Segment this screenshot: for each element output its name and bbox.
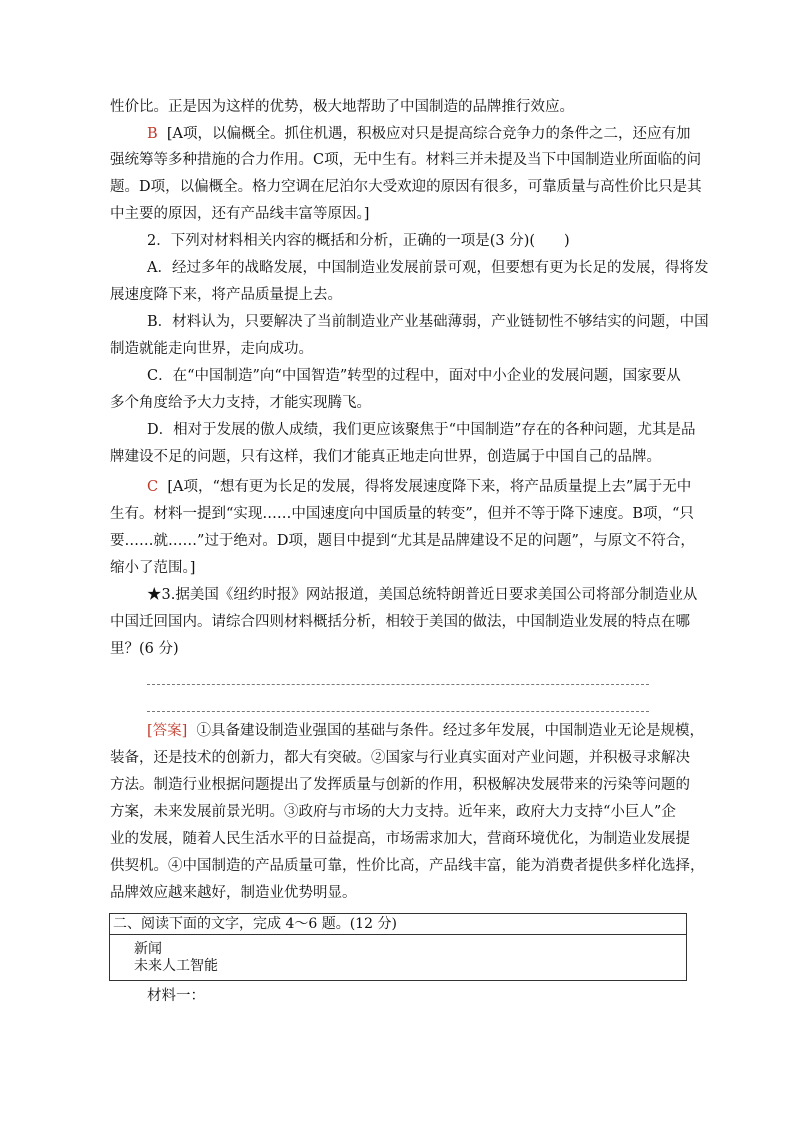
news-title-cell	[109, 934, 687, 981]
answer-paragraph	[147, 123, 727, 145]
text-line: 多个角度给予大力支持，才能实现腾飞。	[110, 395, 371, 411]
text-line: [A项，“想有更为长足的发展，得将发展速度降下来，将产品质量提上去”属于无中	[167, 479, 692, 495]
option-d: D．相对于发展的傲人成绩，我们更应该聚焦于“中国制造”存在的各种问题，尤其是品	[147, 422, 696, 438]
text-line: 要……就……”过于绝对。D项，题目中提到“尤其是品牌建设不足的问题”，与原文不符合，	[110, 533, 695, 549]
answer-paragraph	[147, 476, 727, 498]
answer-paragraph	[147, 720, 727, 742]
text-line: 品牌效应越来越好，制造业优势明显。	[110, 885, 357, 901]
text-line: ①具备建设制造业强国的基础与条件。经过多年发展，中国制造业无论是规模，	[196, 723, 705, 739]
text-line: 方案，未来发展前景光明。③政府与市场的大力支持。近年来，政府大力支持“小巨人”企	[110, 804, 676, 820]
question-2: 2．下列对材料相关内容的概括和分析，正确的一项是(3 分)( )	[147, 233, 570, 249]
news-title: 未来人工智能	[134, 958, 218, 974]
answer-letter: C	[147, 479, 159, 495]
text-line: 缩小了范围。]	[110, 560, 196, 576]
text-line: 装备，还是技术的创新力，都大有突破。②国家与行业真实面对产业问题，并积极寻求解决	[110, 750, 690, 766]
answer-label: [答案]	[147, 723, 188, 739]
section-heading-cell	[109, 913, 687, 935]
text-line: 展速度降下来，将产品质量提上去。	[110, 287, 342, 303]
text-line: 性价比。正是因为这样的优势，极大地帮助了中国制造的品牌推行效应。	[110, 99, 574, 115]
text-line: 里？(6 分)	[110, 641, 179, 657]
option-b: B．材料认为，只要解决了当前制造业产业基础薄弱，产业链韧性不够结实的问题，中国	[147, 314, 709, 330]
text-line: 强统筹等多种措施的合力作用。C项，无中生有。材料三并未提及当下中国制造业所面临的问	[110, 152, 702, 168]
section-heading: 二、阅读下面的文字，完成 4～6 题。(12 分)	[113, 916, 397, 932]
material-label: 材料一：	[147, 988, 205, 1004]
answer-blank-line	[147, 684, 649, 685]
text-line: 业的发展，随着人民生活水平的日益提高，市场需求加大，营商环境优化，为制造业发展提	[110, 831, 690, 847]
text-line: 方法。制造行业根据问题提出了发挥质量与创新的作用，积极解决发展带来的污染等问题的	[110, 777, 690, 793]
text-line: 生有。材料一提到“实现……中国速度向中国质量的转变”，但并不等于降下速度。B项，“只	[110, 506, 694, 522]
answer-blank-line	[147, 711, 649, 712]
text-line: 中主要的原因，还有产品线丰富等原因。]	[110, 206, 370, 222]
news-tag: 新闻	[134, 941, 162, 957]
option-c: C．在“中国制造”向“中国智造”转型的过程中，面对中小企业的发展问题，国家要从	[147, 368, 681, 384]
text-line: 中国迁回国内。请综合四则材料概括分析，相较于美国的做法，中国制造业发展的特点在哪	[110, 614, 690, 630]
question-3: ★3.据美国《纽约时报》网站报道，美国总统特朗普近日要求美国公司将部分制造业从	[147, 587, 698, 603]
answer-letter: B	[147, 126, 158, 142]
text-line: [A项，以偏概全。抓住机遇，积极应对只是提高综合竞争力的条件之二，还应有加	[166, 126, 691, 142]
option-a: A．经过多年的战略发展，中国制造业发展前景可观，但要想有更为长足的发展，得将发	[147, 260, 709, 276]
text-line: 题。D项，以偏概全。格力空调在尼泊尔大受欢迎的原因有很多，可靠质量与高性价比只是其	[110, 179, 702, 195]
text-line: 牌建设不足的问题，只有这样，我们才能真正地走向世界，创造属于中国自己的品牌。	[110, 449, 661, 465]
text-line: 制造就能走向世界，走向成功。	[110, 341, 313, 357]
text-line: 供契机。④中国制造的产品质量可靠，性价比高，产品线丰富，能为消费者提供多样化选择，	[110, 858, 705, 874]
